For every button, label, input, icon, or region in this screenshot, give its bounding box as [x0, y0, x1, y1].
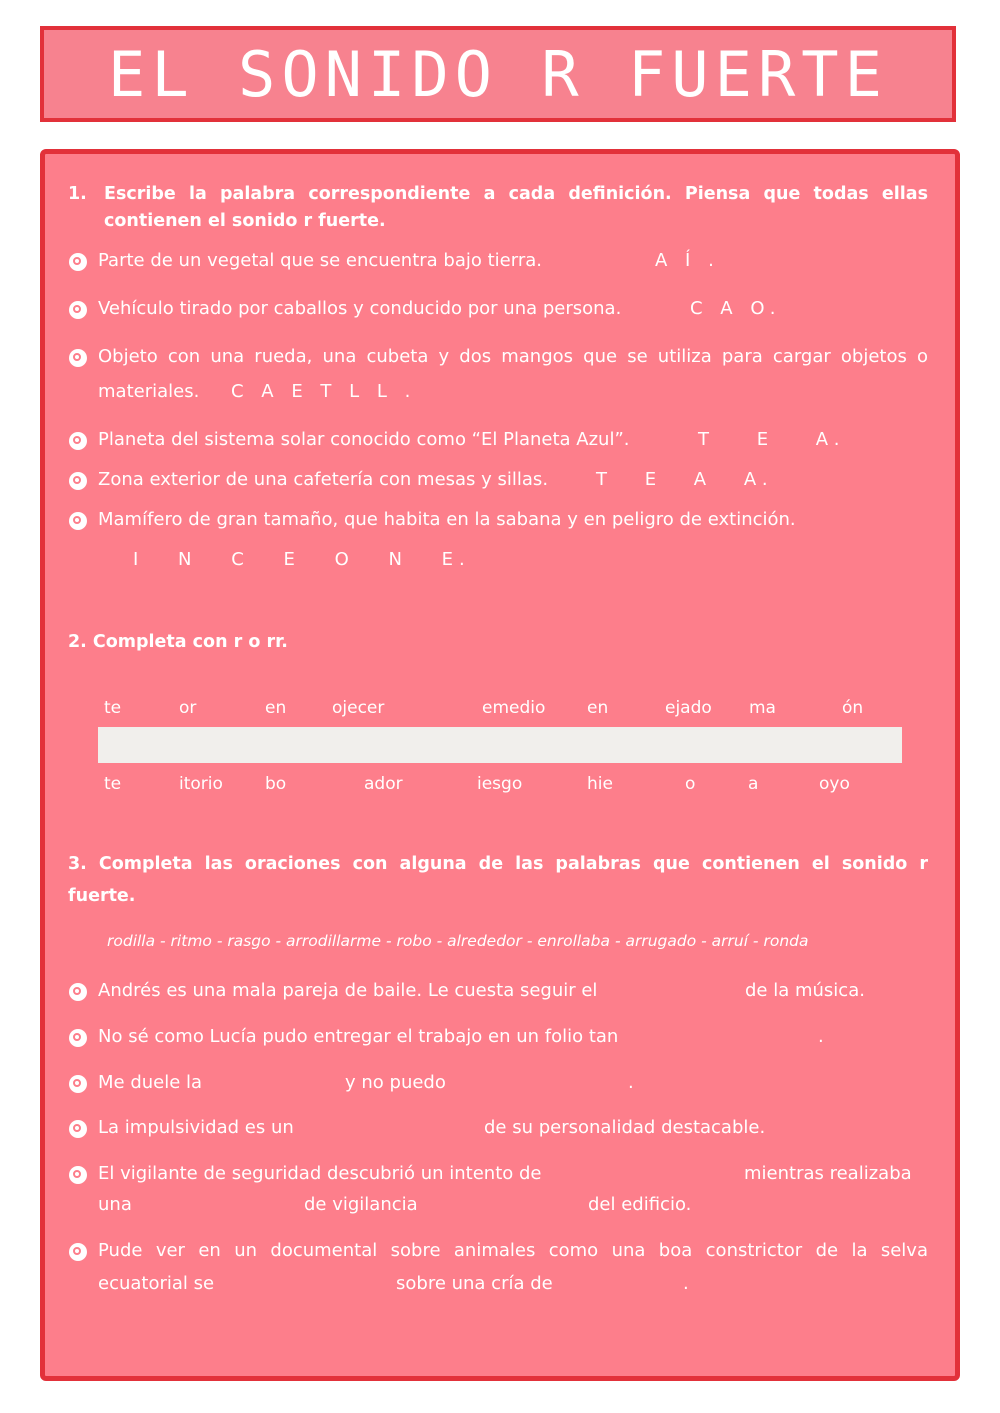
s3-item5-e: del edificio.: [588, 1194, 692, 1215]
s2-row1-word: en: [265, 698, 287, 718]
s3-item6-d: .: [683, 1273, 689, 1294]
title-banner: [40, 26, 956, 122]
section3-heading-line2: fuerte.: [68, 886, 136, 906]
s2-row2-word: hie: [587, 774, 613, 794]
bullet-icon: [69, 1166, 87, 1184]
s3-item6-b: ecuatorial se: [98, 1273, 215, 1294]
bullet-icon: [69, 983, 87, 1001]
s3-item5-a: El vigilante de seguridad descubrió un intento de: [98, 1163, 542, 1184]
section1-heading-line2: contienen el sonido r fuerte.: [104, 211, 386, 231]
s1-item6-gap[interactable]: I N C E O N E.: [133, 549, 471, 570]
bullet-icon: [69, 301, 87, 319]
bullet-icon: [69, 472, 87, 490]
s2-row1-word: ón: [842, 698, 864, 718]
s2-row1-word: or: [179, 698, 197, 718]
s2-row2-word: ador: [364, 774, 403, 794]
s1-item3-gap[interactable]: C A E T L L .: [231, 381, 417, 402]
s2-row1-word: ejado: [665, 698, 712, 718]
bullet-icon: [69, 512, 87, 530]
s2-row2-word: bo: [265, 774, 287, 794]
s3-item5-b: mientras realizaba: [744, 1163, 912, 1184]
s2-row2-word: te: [104, 774, 122, 794]
s1-item2-gap[interactable]: C A O.: [690, 298, 782, 319]
s3-item4-a: La impulsividad es un: [98, 1117, 294, 1138]
s3-item2-a: No sé como Lucía pudo entregar el trabajo en un folio tan: [98, 1026, 619, 1047]
s2-row1-word: te: [104, 698, 122, 718]
s1-item1-text: Parte de un vegetal que se encuentra bajo tierra.: [98, 250, 542, 271]
page-title: EL SONIDO R FUERTE: [108, 37, 888, 111]
s1-item3-text-line2: materiales.: [98, 381, 200, 402]
s3-item2-b: .: [818, 1026, 824, 1047]
s1-item5-text: Zona exterior de una cafetería con mesas y sillas.: [98, 469, 549, 490]
s3-item5-c: una: [98, 1194, 132, 1215]
bullet-icon: [69, 1029, 87, 1047]
bullet-icon: [69, 1243, 87, 1261]
s2-row2-word: a: [748, 774, 759, 794]
answer-input-bar[interactable]: [98, 727, 902, 763]
s3-item4-b: de su personalidad destacable.: [484, 1117, 766, 1138]
section3-heading-line1: 3. Completa las oraciones con alguna de las palabras que contienen el sonido r: [68, 854, 928, 874]
s3-item6-a: Pude ver en un documental sobre animales como una boa constrictor de la selva: [98, 1240, 928, 1261]
bullet-icon: [69, 432, 87, 450]
s3-item3-a: Me duele la: [98, 1072, 203, 1093]
s1-item5-gap[interactable]: T E A A.: [596, 469, 774, 490]
s3-item3-b: y no puedo: [345, 1072, 446, 1093]
s2-row1-word: emedio: [482, 698, 546, 718]
s2-row2-word: o: [685, 774, 696, 794]
bullet-icon: [69, 1075, 87, 1093]
word-bank: rodilla - ritmo - rasgo - arrodillarme - robo - alrededor - enrollaba - arrugado - arruí - ronda: [107, 932, 809, 950]
worksheet-panel: [40, 149, 960, 1381]
s1-item4-text: Planeta del sistema solar conocido como “El Planeta Azul”.: [98, 429, 630, 450]
bullet-icon: [69, 253, 87, 271]
s2-row1-word: ma: [749, 698, 776, 718]
section1-heading-line1: Escribe la palabra correspondiente a cada definición. Piensa que todas ellas: [104, 184, 928, 204]
s1-item6-text: Mamífero de gran tamaño, que habita en la sabana y en peligro de extinción.: [98, 509, 796, 530]
bullet-icon: [69, 349, 87, 367]
s1-item2-text: Vehículo tirado por caballos y conducido por una persona.: [98, 298, 622, 319]
s2-row2-word: oyo: [819, 774, 850, 794]
s1-item4-gap[interactable]: T E A.: [698, 429, 846, 450]
s3-item5-d: de vigilancia: [304, 1194, 418, 1215]
s2-row1-word: ojecer: [332, 698, 385, 718]
section2-heading: 2. Completa con r o rr.: [68, 632, 288, 652]
bullet-icon: [69, 1120, 87, 1138]
s1-item3-text-line1: Objeto con una rueda, una cubeta y dos mangos que se utiliza para cargar objetos o: [98, 346, 928, 367]
s3-item6-c: sobre una cría de: [396, 1273, 553, 1294]
s3-item1-a: Andrés es una mala pareja de baile. Le cuesta seguir el: [98, 980, 598, 1001]
s3-item1-b: de la música.: [745, 980, 865, 1001]
s2-row2-word: itorio: [179, 774, 223, 794]
s2-row1-word: en: [587, 698, 609, 718]
s1-item1-gap[interactable]: A Í .: [655, 250, 720, 271]
section1-number: 1.: [68, 184, 87, 204]
s3-item3-c: .: [628, 1072, 634, 1093]
s2-row2-word: iesgo: [477, 774, 523, 794]
